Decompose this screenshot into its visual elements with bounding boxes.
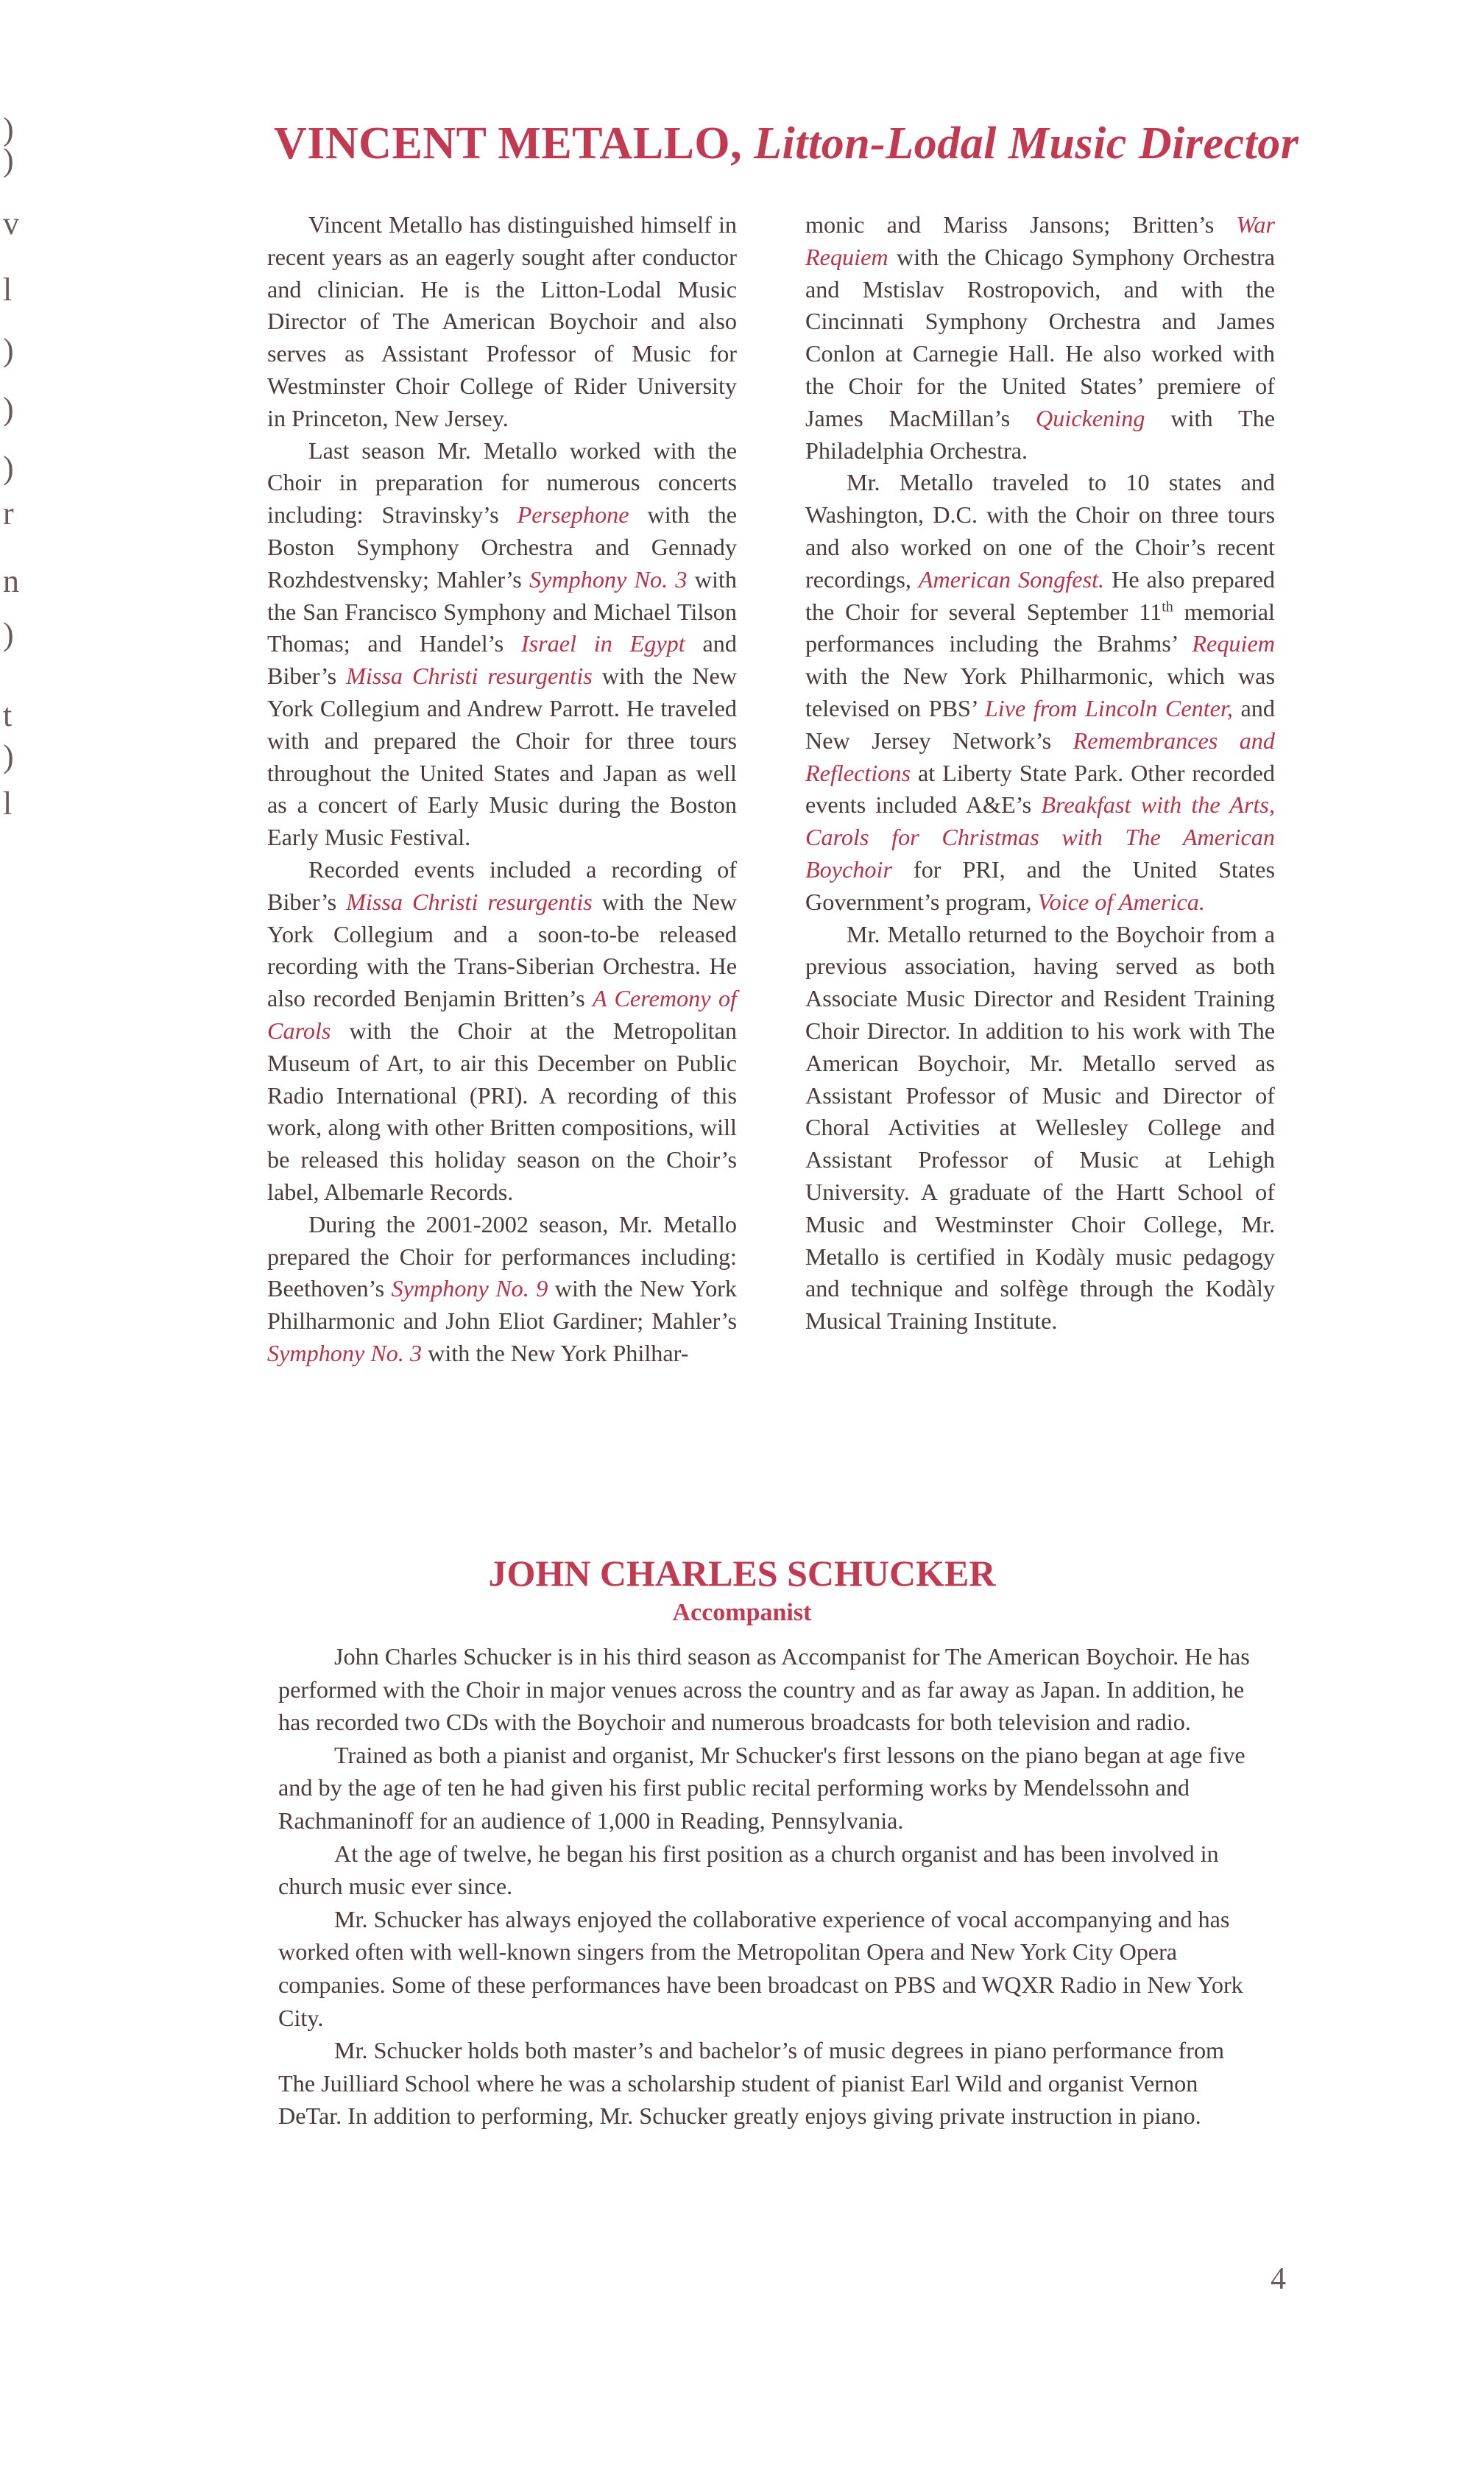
italic-title: Persephone	[517, 501, 629, 529]
margin-fragment: n	[3, 563, 19, 599]
text-run: and New Jersey Network’s	[805, 694, 1275, 754]
text-run: Recorded events included a recording of Biber’s	[267, 855, 737, 915]
italic-title: American Songfest.	[918, 565, 1105, 593]
margin-fragment: )	[3, 111, 14, 147]
italic-title: Symphony No. 3	[267, 1339, 423, 1366]
paragraph: John Charles Schucker is in his third season as Accompanist for The American Boychoir. He has performed with the Choir in major venues across the country and as far away as Japan. In addition, he has recorded two CDs with the Boychoir and numerous broadcasts for both television and radio.	[278, 1643, 1250, 1736]
text-run: with the Boston Symphony Orchestra and Gennady Rozhdestvensky; Mahler’s	[267, 501, 737, 593]
text-run: with The Philadelphia Orchestra.	[805, 404, 1275, 464]
paragraph	[805, 467, 1275, 918]
italic-title: Symphony No. 3	[529, 565, 688, 593]
italic-title: Voice of America.	[1037, 888, 1205, 915]
margin-fragment: )	[3, 738, 14, 774]
italic-title: Live from Lincoln Center,	[984, 694, 1233, 721]
text-run: He also prepared the Choir for several September 11	[805, 565, 1275, 625]
paragraph	[267, 209, 737, 435]
text-run: During the 2001-2002 season, Mr. Metallo prepared the Choir for performances including: Beethoven’s	[267, 1210, 737, 1302]
paragraph: Mr. Schucker has always enjoyed the collaborative experience of vocal accompanying and has worked often with well-known singers from the Metropolitan Opera and New York City Opera companies. Some of these performances have been broadcast on PBS and WQXR Radio in New York City.	[278, 1905, 1243, 2031]
italic-title: Remembrances and Reflections	[805, 727, 1275, 786]
text-run: with the New York Collegium and a soon-to-be released recording with the Trans-Siberian Orchestra. He also recorded Benjamin Britten’s	[267, 888, 737, 1012]
page-number: 4	[1271, 2262, 1286, 2296]
text-run: Vincent Metallo has distinguished himself in recent years as an eagerly sought after conductor and clinician. He is the Litton-Lodal Music Director of The American Boychoir and also serves as Assistant Professor of Music for Westminster Choir College of Rider University in Princeton, New Jersey.	[267, 211, 737, 431]
italic-title: A Ceremony of Carols	[267, 985, 737, 1044]
paragraph	[267, 435, 737, 854]
text-run: and Biber’s	[267, 630, 737, 690]
margin-fragment: )	[3, 391, 14, 427]
text-run: with the New York Collegium and Andrew Parrott. He traveled with and prepared the Choir for three tours throughout the United States and Japan as well as a concert of Early Music during the Boston Early Music Festival.	[267, 663, 737, 851]
text-run: memorial performances including the Brahms’	[805, 598, 1275, 657]
italic-title: Quickening	[1036, 404, 1145, 431]
text-run: with the Chicago Symphony Orchestra and Mstislav Rostropovich, and with the Cincinnati Symphony Orchestra and James Conlon at Carnegie Hall. He also worked with the Choir for the United States’ premiere of James MacMillan’s	[805, 243, 1275, 431]
text-run: for PRI, and the United States Government’s program,	[805, 855, 1275, 915]
paragraph	[805, 209, 1275, 467]
text-run: monic and Mariss Jansons; Britten’s	[805, 211, 1237, 238]
italic-title: Breakfast with the Arts, Carols for Christmas with The American Boychoir	[805, 791, 1276, 883]
name-metallo: VINCENT METALLO,	[274, 119, 743, 169]
margin-fragment: l	[3, 272, 13, 308]
margin-fragment: )	[3, 450, 14, 486]
text-run: Last season Mr. Metallo worked with the Choir in preparation for numerous concerts including: Stravinsky’s	[267, 437, 737, 529]
paragraph	[805, 919, 1275, 1338]
margin-fragment: v	[3, 205, 19, 241]
paragraph: Trained as both a pianist and organist, Mr Schucker's first lessons on the piano began at age five and by the age of ten he had given his first public recital performing works by Mendelssohn and Rachmaninoff for an audience of 1,000 in Reading, Pennsylvania.	[278, 1741, 1246, 1834]
text-run: with the New York Philharmonic, which was televised on PBS’	[805, 663, 1275, 721]
margin-fragment: l	[3, 785, 13, 822]
metallo-bio-left-column	[267, 209, 737, 1370]
paragraph: Mr. Schucker holds both master’s and bachelor’s of music degrees in piano performance from The Juilliard School where he was a scholarship student of pianist Earl Wild and organist Vernon DeTar. In addition to performing, Mr. Schucker greatly enjoys giving private instruction in piano.	[278, 2037, 1225, 2130]
section-title-schucker: JOHN CHARLES SCHUCKER	[488, 1553, 996, 1594]
text-run: with the Choir at the Metropolitan Museum of Art, to air this December on Public Radio International (PRI). A recording of this work, along with other Britten compositions, will be released this holiday season on the Choir’s label, Albemarle Records.	[267, 1017, 737, 1205]
text-run: with the New York Philharmonic and John Eliot Gardiner; Mahler’s	[267, 1275, 737, 1335]
schucker-bio	[278, 1640, 1251, 2133]
metallo-bio-right-column	[805, 209, 1275, 1338]
section-title-metallo	[274, 118, 1304, 170]
paragraph: At the age of twelve, he began his first position as a church organist and has been involved in church music ever since.	[278, 1840, 1219, 1900]
text-run: Mr. Metallo traveled to 10 states and Washington, D.C. with the Choir on three tours and also worked on one of the Choir’s recent recordings,	[805, 469, 1275, 593]
italic-title: Missa Christi resurgentis	[346, 663, 593, 690]
italic-title: War Requiem	[805, 211, 1275, 270]
text-run: at Liberty State Park. Other recorded events included A&E’s	[805, 759, 1275, 819]
margin-fragment: )	[3, 332, 14, 368]
italic-title: Missa Christi resurgentis	[346, 888, 593, 915]
superscript: th	[1162, 598, 1173, 615]
role-schucker: Accompanist	[672, 1599, 812, 1626]
margin-fragment: )	[3, 142, 14, 178]
margin-fragment: t	[3, 697, 13, 733]
italic-title: Symphony No. 9	[391, 1275, 548, 1302]
italic-title: Requiem	[1192, 630, 1275, 657]
text-run: with the New York Philhar-	[422, 1339, 689, 1366]
paragraph	[267, 854, 737, 1209]
role-metallo: Litton-Lodal Music Director	[754, 119, 1299, 169]
text-run: with the San Francisco Symphony and Michael Tilson Thomas; and Handel’s	[267, 565, 737, 657]
text-run: Mr. Metallo returned to the Boychoir from a previous association, having served as both Associate Music Director and Resident Training Choir Director. In addition to his work with The American Boychoir, Mr. Metallo served as Assistant Professor of Music and Director of Choral Activities at Wellesley College and Assistant Professor of Music at Lehigh University. A graduate of the Hartt School of Music and Westminster Choir College, Mr. Metallo is certified in Kodàly music pedagogy and technique and solfège through the Kodàly Musical Training Institute.	[805, 920, 1275, 1335]
margin-fragment: r	[3, 495, 14, 532]
margin-fragment: )	[3, 616, 14, 652]
italic-title: Israel in Egypt	[520, 630, 685, 657]
paragraph	[267, 1209, 737, 1370]
